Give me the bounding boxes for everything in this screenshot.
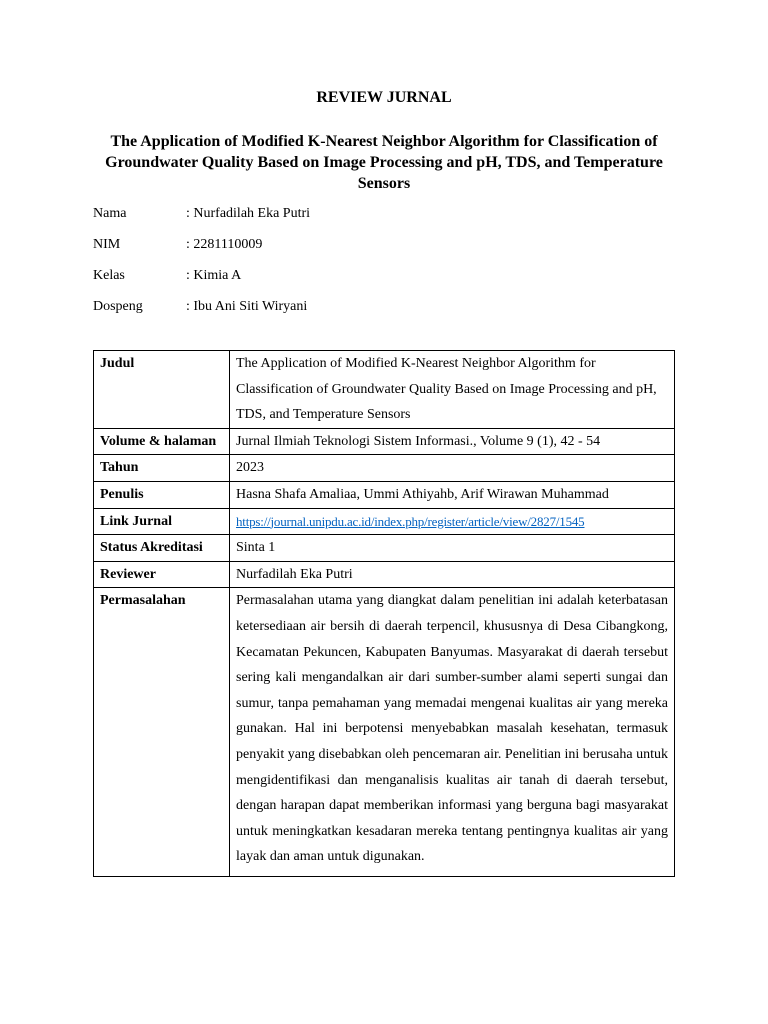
- review-table: [93, 350, 675, 877]
- table-row-permasalahan: [94, 588, 675, 877]
- row-label-permasalahan: Permasalahan: [94, 588, 230, 877]
- row-value-volume: Jurnal Ilmiah Teknologi Sistem Informasi., Volume 9 (1), 42 - 54: [230, 428, 675, 455]
- journal-link[interactable]: https://journal.unipdu.ac.id/index.php/register/article/view/2827/1545: [236, 513, 585, 529]
- info-label: NIM: [93, 237, 121, 252]
- info-label: Kelas: [93, 268, 125, 283]
- info-row-nim: [93, 236, 593, 254]
- row-label-penulis: Penulis: [94, 481, 230, 508]
- table-row-volume: [94, 428, 675, 455]
- row-value-penulis: Hasna Shafa Amaliaa, Ummi Athiyahb, Arif Wirawan Muhammad: [230, 481, 675, 508]
- row-value-permasalahan: Permasalahan utama yang diangkat dalam penelitian ini adalah keterbatasan ketersediaan air bersih di daerah terpencil, khususnya di Desa Cibangkong, Kecamatan Pekuncen, Kabupaten Banyumas. Masyarakat di daerah tersebut sering kali mengandalkan air dari sumber-sumber alami seperti sungai dan sumur, tanpa pemahaman yang memadai mengenai kualitas air yang mereka gunakan. Hal ini berpotensi menyebabkan masalah kesehatan, termasuk penyakit yang disebabkan oleh pencemaran air. Penelitian ini berusaha untuk mengidentifikasi dan menganalisis kualitas air tanah di daerah tersebut, dengan harapan dapat memberikan informasi yang berguna bagi masyarakat untuk meningkatkan kesadaran mereka tentang pentingnya kualitas air yang layak dan aman untuk digunakan.: [230, 588, 675, 877]
- info-value: : Ibu Ani Siti Wiryani: [186, 299, 308, 314]
- info-row-dospeng: [93, 298, 593, 316]
- row-value-tahun: 2023: [230, 455, 675, 482]
- table-row-judul: [94, 351, 675, 429]
- info-value: : Nurfadilah Eka Putri: [186, 206, 311, 221]
- table-row-reviewer: [94, 561, 675, 588]
- row-label-judul: Judul: [94, 351, 230, 429]
- info-label: Dospeng: [93, 299, 143, 314]
- info-label: Nama: [93, 206, 127, 221]
- info-row-nama: [93, 205, 593, 223]
- row-label-volume: Volume & halaman: [94, 428, 230, 455]
- table-row-tahun: [94, 455, 675, 482]
- row-value-link: [230, 508, 675, 535]
- document-title: REVIEW JURNAL: [316, 89, 452, 106]
- table-row-link: [94, 508, 675, 535]
- paper-title: The Application of Modified K-Nearest Neighbor Algorithm for Classification of Groundwater Quality Based on Image Processing and pH, TDS, and Temperature Sensors: [105, 133, 663, 192]
- row-value-judul: The Application of Modified K-Nearest Neighbor Algorithm for Classification of Groundwater Quality Based on Image Processing and pH, TDS, and Temperature Sensors: [230, 351, 675, 429]
- row-label-reviewer: Reviewer: [94, 561, 230, 588]
- row-label-status: Status Akreditasi: [94, 535, 230, 562]
- table-row-status: [94, 535, 675, 562]
- info-row-kelas: [93, 267, 593, 285]
- row-label-tahun: Tahun: [94, 455, 230, 482]
- row-value-status: Sinta 1: [230, 535, 675, 562]
- table-row-penulis: [94, 481, 675, 508]
- info-value: : 2281110009: [186, 237, 263, 252]
- row-value-reviewer: Nurfadilah Eka Putri: [230, 561, 675, 588]
- info-value: : Kimia A: [186, 268, 242, 283]
- row-label-link: Link Jurnal: [94, 508, 230, 535]
